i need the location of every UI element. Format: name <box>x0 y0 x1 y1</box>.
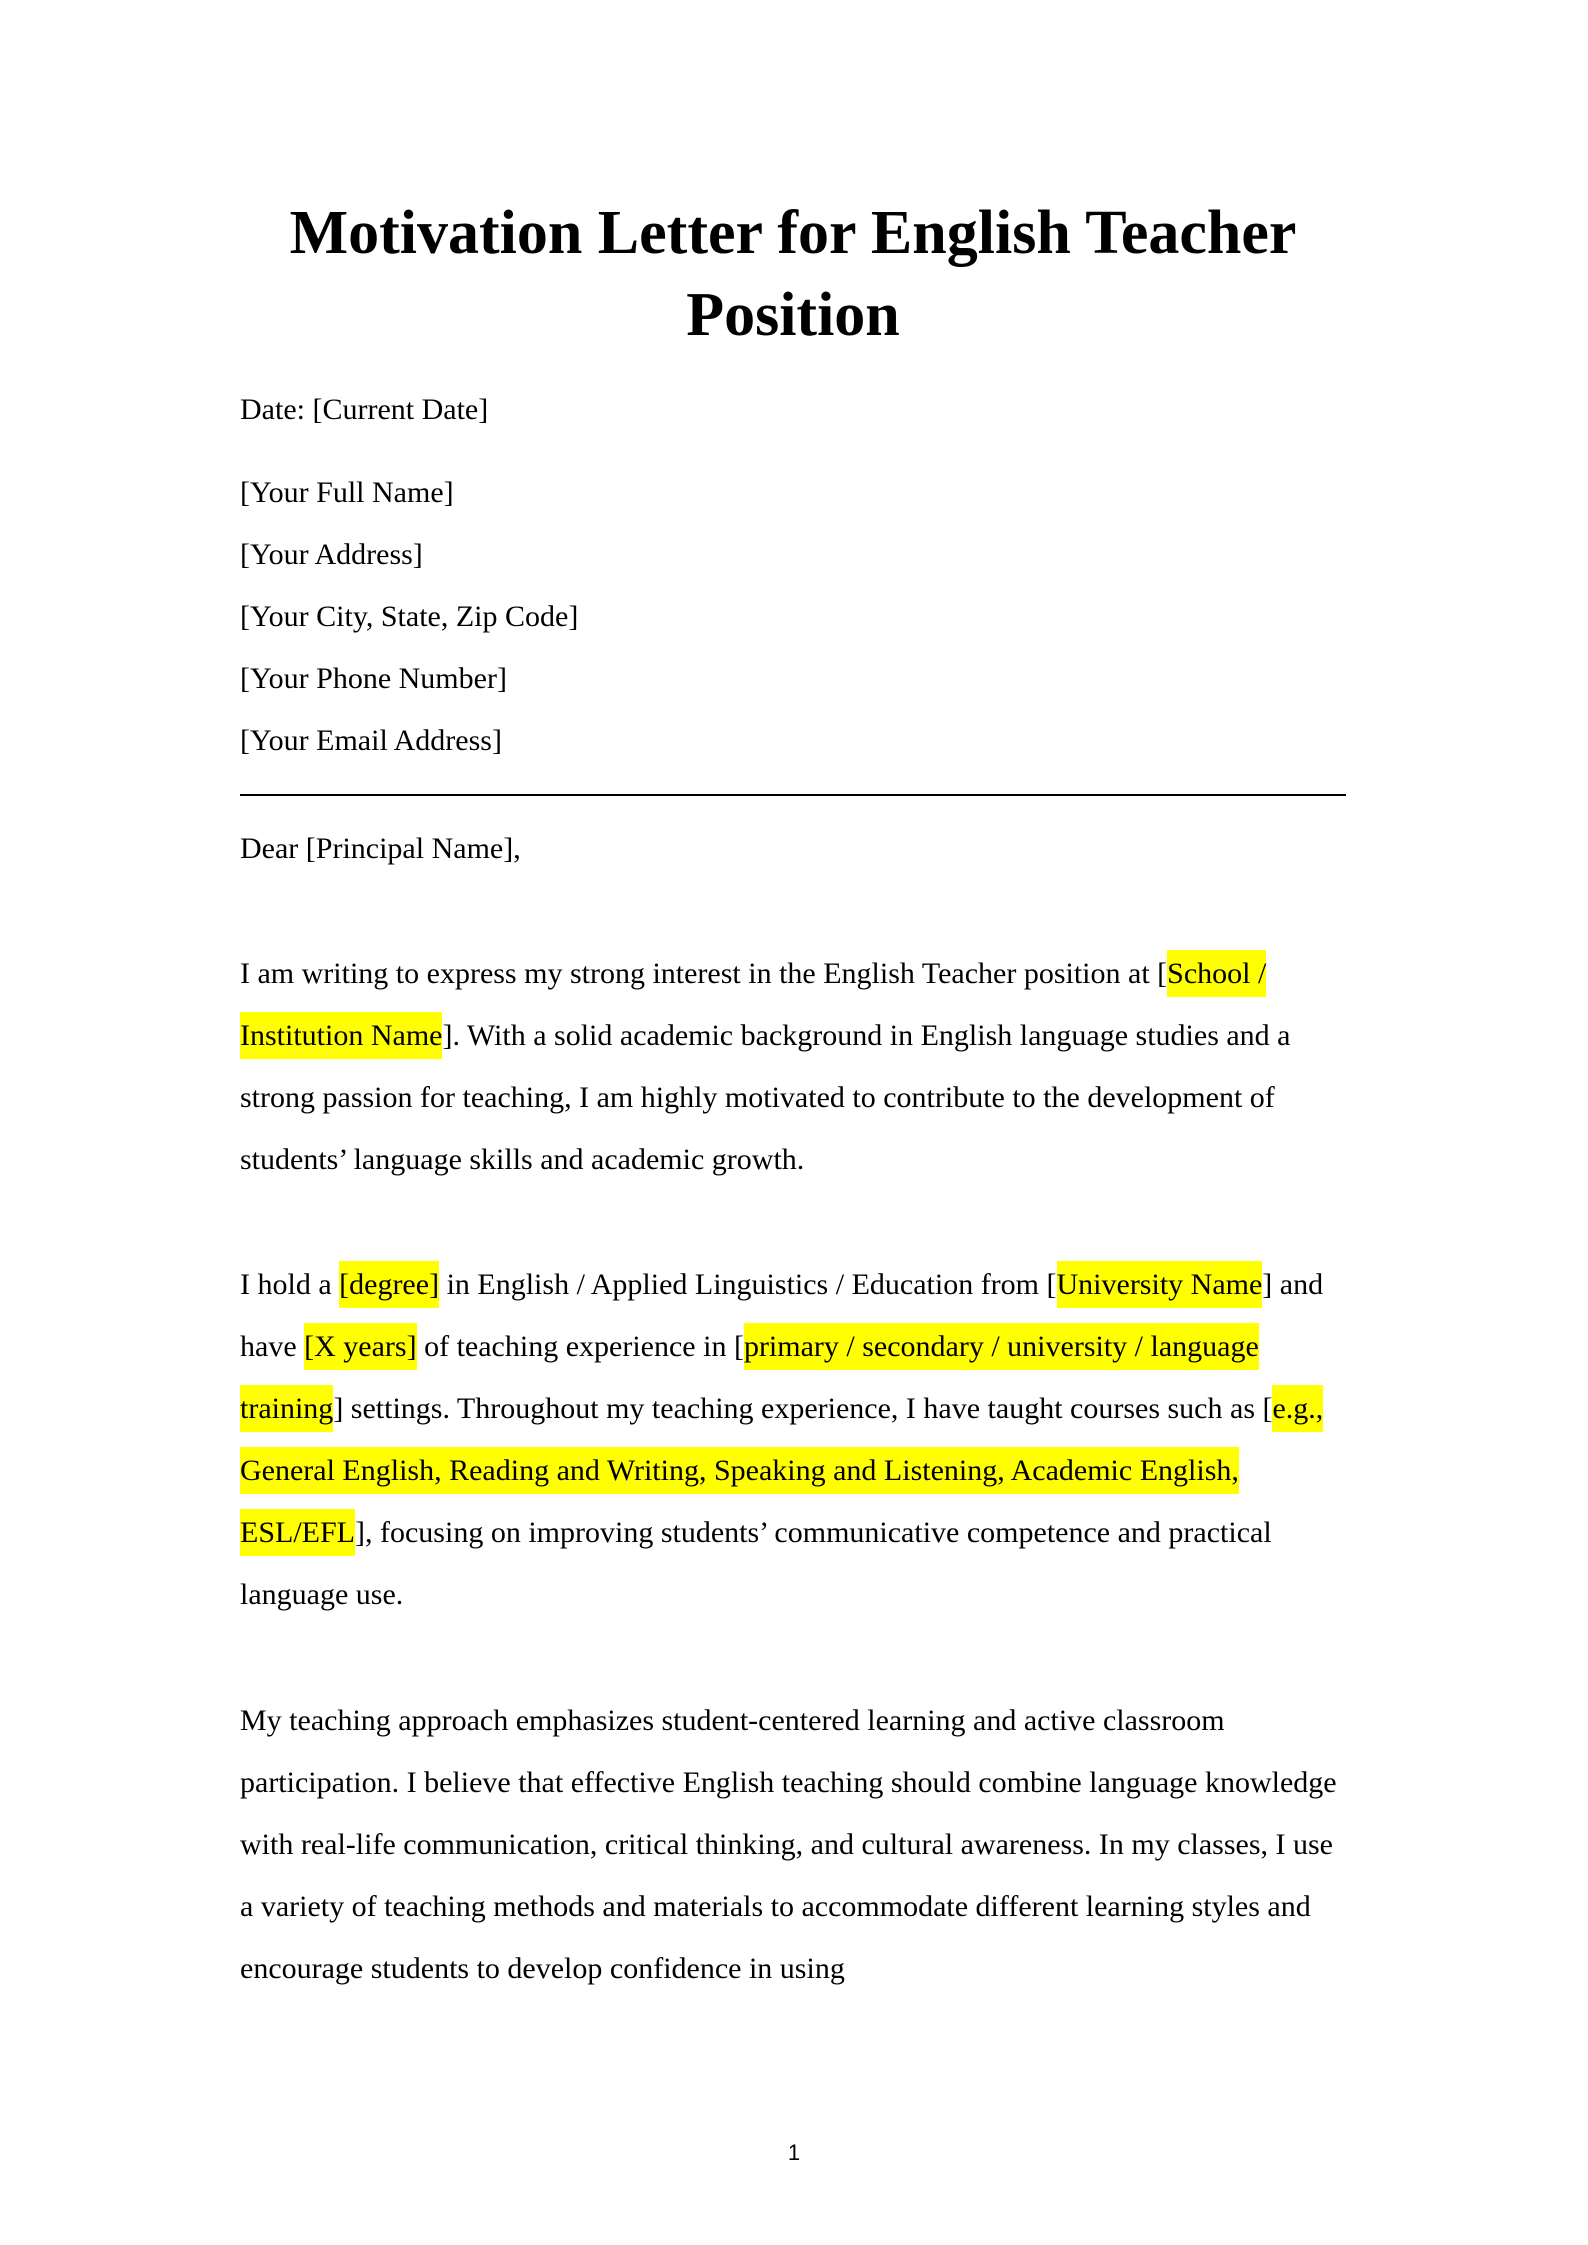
highlight-placeholder: [X years] <box>304 1323 416 1370</box>
sender-name: [Your Full Name] <box>240 476 454 509</box>
highlight-placeholder: School / Institution Name <box>240 950 1266 1059</box>
paragraph-3: My teaching approach emphasizes student-centered learning and active classroom participation. I believe that effective English teaching should combine language knowledge with real-life communication, critical thinking, and cultural awareness. In my classes, I use a variety of teaching methods and materials to accommodate different learning styles and encourage students to develop confidence in using <box>240 1704 1337 1985</box>
text: of teaching experience in [ <box>416 1330 744 1363</box>
page-number: 1 <box>787 2140 801 2165</box>
divider <box>240 794 1346 796</box>
sender-email: [Your Email Address] <box>240 724 502 757</box>
text: in English / Applied Linguistics / Education from [ <box>439 1268 1057 1301</box>
page-title: Motivation Letter for English Teacher Position <box>289 199 1297 349</box>
highlight-placeholder: e.g., General English, Reading and Writing, Speaking and Listening, Academic English, ESL/EFL <box>240 1385 1323 1556</box>
text: ], focusing on improving students’ communicative competence and practical language use. <box>240 1516 1272 1611</box>
text: ] settings. Throughout my teaching experience, I have taught courses such as [ <box>333 1392 1273 1425</box>
date-line: Date: [Current Date] <box>240 393 489 426</box>
sender-city: [Your City, State, Zip Code] <box>240 600 579 633</box>
text: I hold a <box>240 1268 340 1301</box>
text: I am writing to express my strong interest in the English Teacher position at [ <box>240 957 1168 990</box>
highlight-placeholder: primary / secondary / university / language training <box>240 1323 1259 1432</box>
highlight-placeholder: [degree] <box>339 1261 439 1308</box>
sender-phone: [Your Phone Number] <box>240 662 507 695</box>
salutation: Dear [Principal Name], <box>240 832 521 865</box>
paragraph-2 <box>240 1254 1350 1626</box>
text: ] and have <box>240 1268 1324 1363</box>
paragraph-1 <box>240 943 1350 1191</box>
text: ]. With a solid academic background in English language studies and a strong passion for teaching, I am highly motivated to contribute to the development of students’ language skills and academic growth. <box>240 1019 1291 1176</box>
sender-address: [Your Address] <box>240 538 423 571</box>
highlight-placeholder: University Name <box>1057 1261 1263 1308</box>
